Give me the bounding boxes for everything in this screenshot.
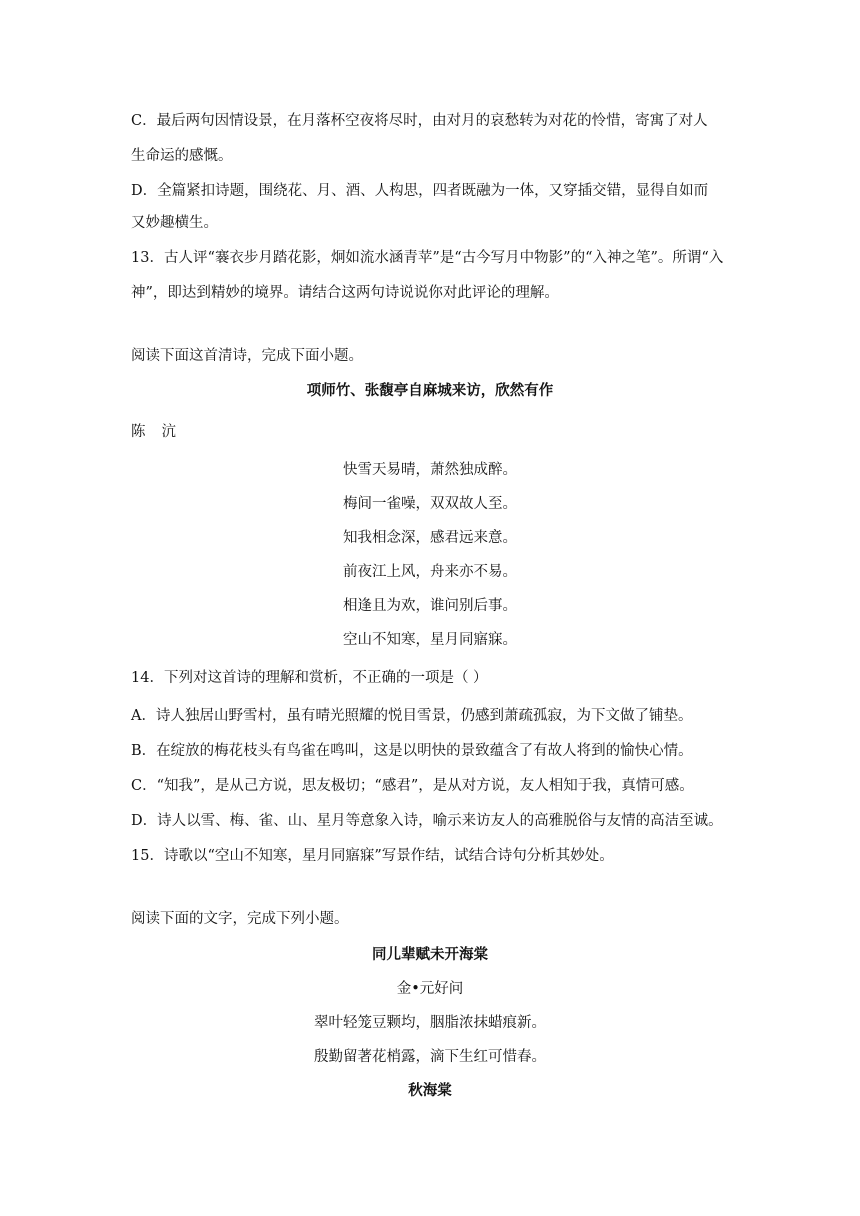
q15-stem: 15．诗歌以“空山不知寒，星月同寤寐”写景作结，试结合诗句分析其妙处。 — [131, 848, 614, 864]
poem-line: 快雪天易晴，萧然独成醉。 — [343, 462, 517, 478]
q13-line2: 神”，即达到精妙的境界。请结合这两句诗说说你对此评论的理解。 — [131, 285, 559, 301]
poem-line: 前夜江上风，舟来亦不易。 — [343, 564, 517, 580]
section3-next-title: 秋海棠 — [408, 1082, 452, 1099]
poem-line: 翠叶轻笼豆颗均，胭脂浓抹蜡痕新。 — [314, 1015, 546, 1031]
section2-intro: 阅读下面这首清诗，完成下面小题。 — [131, 348, 363, 364]
section3-author: 金•元好问 — [396, 981, 464, 997]
poem-line: 梅间一雀噪，双双故人至。 — [343, 496, 517, 512]
section3-intro: 阅读下面的文字，完成下列小题。 — [131, 911, 349, 927]
q14-option-a: A．诗人独居山野雪村，虽有晴光照耀的悦目雪景，仍感到萧疏孤寂，为下文做了铺垫。 — [131, 708, 693, 724]
poem-line: 知我相念深，感君远来意。 — [343, 530, 517, 546]
q14-option-d: D．诗人以雪、梅、雀、山、星月等意象入诗，喻示来访友人的高雅脱俗与友情的高洁至诚。 — [131, 813, 723, 829]
section3-poem-title: 同儿辈赋未开海棠 — [372, 946, 488, 963]
q12-option-d-line1: D．全篇紧扣诗题，围绕花、月、酒、人构思，四者既融为一体，又穿插交错，显得自如而 — [131, 183, 709, 199]
poem-line: 相逢且为欢，谁问别后事。 — [343, 598, 517, 614]
q12-option-c-line2: 生命运的感慨。 — [131, 148, 233, 164]
q12-option-d-line2: 又妙趣横生。 — [131, 215, 218, 231]
q14-option-b: B．在绽放的梅花枝头有鸟雀在鸣叫，这是以明快的景致蕴含了有故人将到的愉快心情。 — [131, 743, 693, 759]
poem-line: 空山不知寒，星月同寤寐。 — [343, 632, 517, 648]
q12-option-c-line1: C．最后两句因情设景，在月落杯空夜将尽时，由对月的哀愁转为对花的怜惜，寄寓了对人 — [131, 113, 708, 129]
q14-stem: 14．下列对这首诗的理解和赏析，不正确的一项是（ ） — [131, 670, 488, 686]
q14-option-c: C．“知我”，是从己方说，思友极切；“感君”，是从对方说，友人相知于我，真情可感。 — [131, 778, 694, 794]
q13-line1: 13．古人评“褰衣步月踏花影，炯如流水涵青苹”是“古今写月中物影”的“入神之笔”。所谓“入 — [131, 250, 724, 266]
poem-line: 殷勤留著花梢露，滴下生红可惜春。 — [314, 1049, 546, 1065]
section2-poem-title: 项师竹、张馥亭自麻城来访，欣然有作 — [306, 382, 554, 399]
section2-author: 陈沆 — [131, 424, 192, 440]
